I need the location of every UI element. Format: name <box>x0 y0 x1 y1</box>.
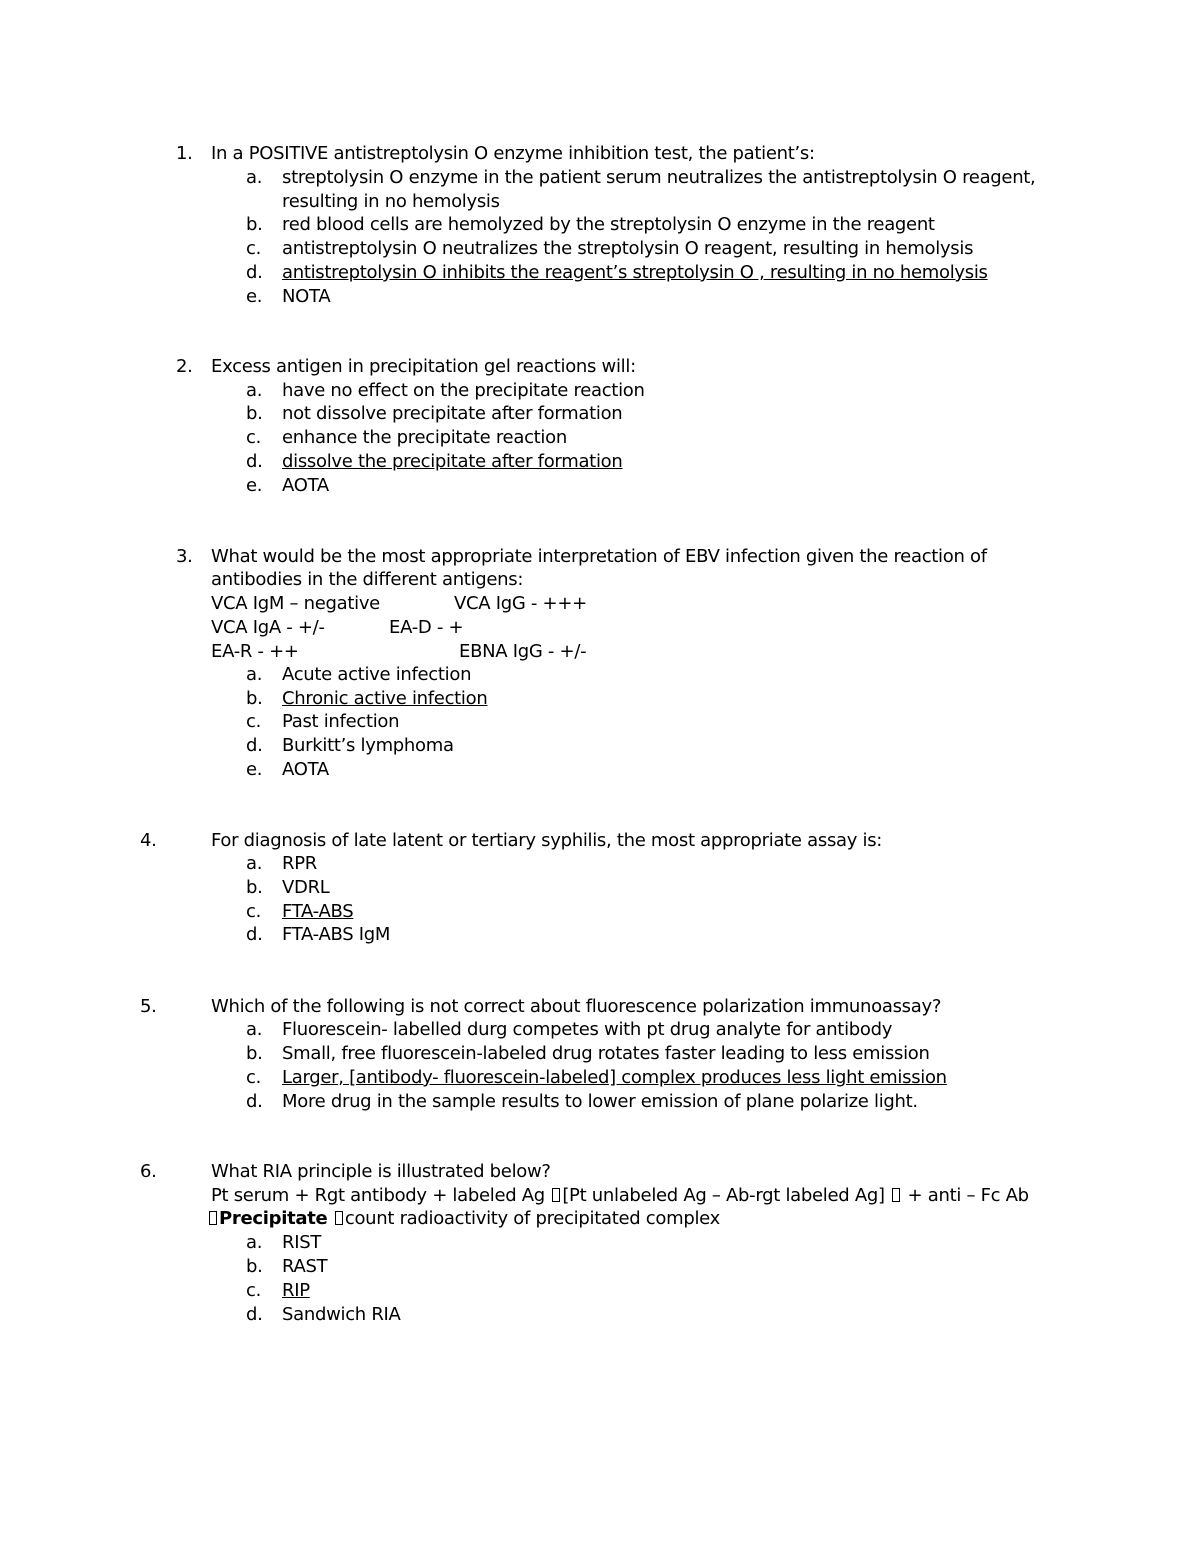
question-stem: What would be the most appropriate interpretation of EBV infection given the reaction of <box>211 546 987 567</box>
option-letter: b. <box>246 1256 263 1277</box>
option-text: FTA-ABS IgM <box>282 924 391 945</box>
option-letter: a. <box>246 853 263 874</box>
option-text: not dissolve precipitate after formation <box>282 403 623 424</box>
question-number: 4. <box>140 830 157 851</box>
option-letter: e. <box>246 286 263 307</box>
correct-answer-text: FTA-ABS <box>282 901 354 922</box>
option-text: RIST <box>282 1232 322 1253</box>
option-text: AOTA <box>282 759 329 780</box>
option-text: NOTA <box>282 286 331 307</box>
option-letter: a. <box>246 1019 263 1040</box>
question-number: 6. <box>140 1161 157 1182</box>
question-stem: What RIA principle is illustrated below? <box>211 1161 551 1182</box>
ria-formula-line <box>211 1184 1029 1208</box>
option-text: resulting in no hemolysis <box>282 191 500 212</box>
question-stem: antibodies in the different antigens: <box>211 569 524 590</box>
option-letter: c. <box>246 1067 262 1088</box>
option-letter: b. <box>246 403 263 424</box>
option-letter: b. <box>246 688 263 709</box>
option-letter: a. <box>246 1232 263 1253</box>
antibody-result: EA-R - ++ <box>211 641 299 662</box>
option-letter: b. <box>246 1043 263 1064</box>
option-letter: e. <box>246 475 263 496</box>
option-letter: d. <box>246 451 263 472</box>
option-letter: d. <box>246 924 263 945</box>
question-stem: For diagnosis of late latent or tertiary syphilis, the most appropriate assay is: <box>211 830 883 851</box>
option-text: Past infection <box>282 711 400 732</box>
option-letter: c. <box>246 1280 262 1301</box>
option-letter: a. <box>246 664 263 685</box>
formula-second-antibody: + anti – Fc Ab <box>907 1185 1029 1206</box>
option-text: Sandwich RIA <box>282 1304 401 1325</box>
formula-reactants: Pt serum + Rgt antibody + labeled Ag <box>211 1185 545 1206</box>
antibody-result: VCA IgA - +/- <box>211 617 325 638</box>
question-stem: Which of the following is not correct about fluorescence polarization immunoassay? <box>211 996 942 1017</box>
arrow-symbol-icon <box>892 1188 900 1202</box>
question-stem: Excess antigen in precipitation gel reactions will: <box>211 356 636 377</box>
correct-answer-text: Chronic active infection <box>282 688 488 709</box>
antibody-result: VCA IgM – negative <box>211 593 380 614</box>
option-text: Fluorescein- labelled durg competes with pt drug analyte for antibody <box>282 1019 893 1040</box>
option-text: streptolysin O enzyme in the patient serum neutralizes the antistreptolysin O reagent, <box>282 167 1036 188</box>
option-text: Small, free fluorescein-labeled drug rotates faster leading to less emission <box>282 1043 930 1064</box>
ria-formula-line <box>207 1207 720 1231</box>
option-letter: c. <box>246 427 262 448</box>
formula-complex: [Pt unlabeled Ag – Ab-rgt labeled Ag] <box>562 1185 885 1206</box>
correct-answer-text: Larger, [antibody- fluorescein-labeled] complex produces less light emission <box>282 1067 947 1088</box>
formula-measurement: count radioactivity of precipitated complex <box>344 1208 720 1229</box>
question-number: 2. <box>176 356 193 377</box>
arrow-symbol-icon <box>552 1188 560 1202</box>
option-text: RAST <box>282 1256 328 1277</box>
option-letter: b. <box>246 877 263 898</box>
question-stem: In a POSITIVE antistreptolysin O enzyme inhibition test, the patient’s: <box>211 143 815 164</box>
option-text: VDRL <box>282 877 330 898</box>
option-text: Burkitt’s lymphoma <box>282 735 454 756</box>
option-text: antistreptolysin O neutralizes the streptolysin O reagent, resulting in hemolysis <box>282 238 974 259</box>
option-text: AOTA <box>282 475 329 496</box>
option-letter: c. <box>246 711 262 732</box>
correct-answer-text: RIP <box>282 1280 310 1301</box>
antibody-result: EBNA IgG - +/- <box>459 641 587 662</box>
correct-answer-text: antistreptolysin O inhibits the reagent’s streptolysin O , resulting in no hemolysis <box>282 262 988 283</box>
arrow-symbol-icon <box>335 1211 343 1225</box>
correct-answer-text: dissolve the precipitate after formation <box>282 451 623 472</box>
option-letter: a. <box>246 167 263 188</box>
question-number: 3. <box>176 546 193 567</box>
option-letter: d. <box>246 1091 263 1112</box>
arrow-symbol-icon <box>209 1211 217 1225</box>
option-letter: d. <box>246 262 263 283</box>
question-number: 1. <box>176 143 193 164</box>
option-letter: e. <box>246 759 263 780</box>
formula-precipitate: Precipitate <box>219 1208 328 1229</box>
option-text: RPR <box>282 853 317 874</box>
option-letter: d. <box>246 1304 263 1325</box>
option-letter: a. <box>246 380 263 401</box>
option-letter: b. <box>246 214 263 235</box>
question-number: 5. <box>140 996 157 1017</box>
option-text: enhance the precipitate reaction <box>282 427 567 448</box>
option-letter: c. <box>246 901 262 922</box>
option-letter: d. <box>246 735 263 756</box>
option-letter: c. <box>246 238 262 259</box>
option-text: More drug in the sample results to lower emission of plane polarize light. <box>282 1091 918 1112</box>
option-text: red blood cells are hemolyzed by the streptolysin O enzyme in the reagent <box>282 214 935 235</box>
antibody-result: EA-D - + <box>389 617 464 638</box>
option-text: have no effect on the precipitate reaction <box>282 380 645 401</box>
option-text: Acute active infection <box>282 664 472 685</box>
antibody-result: VCA IgG - +++ <box>454 593 587 614</box>
